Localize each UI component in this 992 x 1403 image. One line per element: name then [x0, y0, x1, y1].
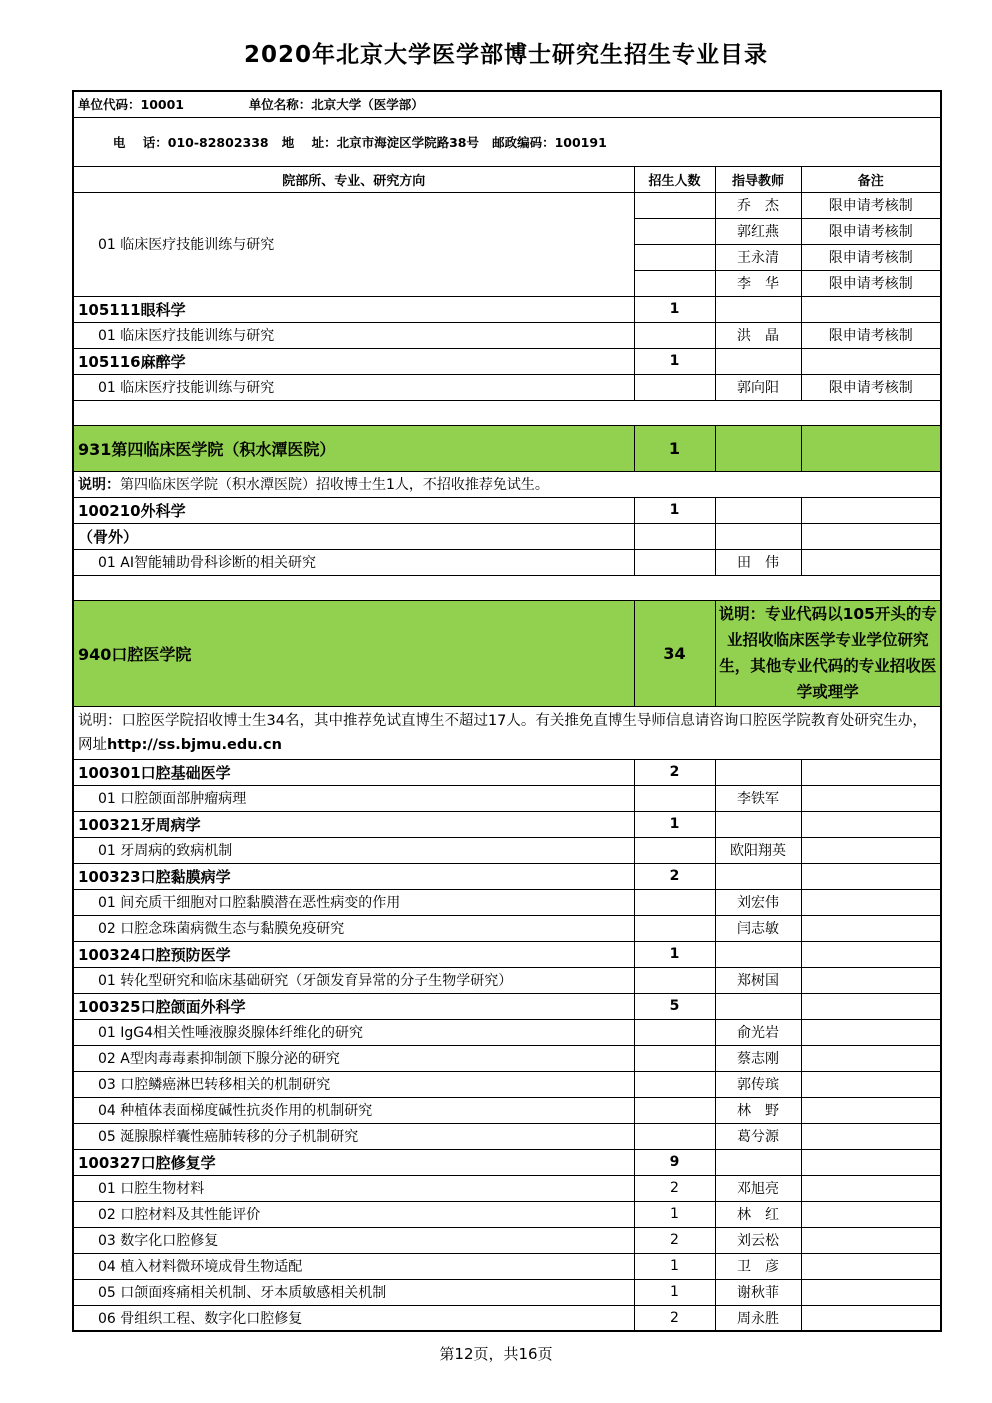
teacher-cell: 郭红燕	[715, 218, 801, 244]
teacher-cell: 林 野	[715, 1097, 801, 1123]
explain-text: 说明：口腔医学院招收博士生34名，其中推荐免试直博生不超过17人。有关推免直博生导师信息请咨询口腔医学院教育处研究生办，网址	[78, 712, 927, 753]
teacher-cell: 李 华	[715, 270, 801, 296]
teacher-cell: 乔 杰	[715, 192, 801, 218]
direction-cell: 01 牙周病的致病机制	[73, 837, 634, 863]
count-cell	[634, 1123, 715, 1149]
teacher-cell: 刘云松	[715, 1227, 801, 1253]
school-name: 940口腔医学院	[73, 600, 634, 706]
table-row	[73, 1305, 941, 1331]
count-cell	[634, 837, 715, 863]
table-row	[73, 192, 941, 218]
major-count: 1	[634, 497, 715, 523]
major-count: 1	[634, 348, 715, 374]
teacher-cell: 刘宏伟	[715, 889, 801, 915]
school-row-931	[73, 425, 941, 471]
teacher-cell: 郑树国	[715, 967, 801, 993]
table-header	[73, 166, 941, 192]
sub-major-row	[73, 523, 941, 549]
unit-row-1	[73, 91, 941, 117]
direction-cell: 06 骨组织工程、数字化口腔修复	[73, 1305, 634, 1331]
count-cell: 2	[634, 1175, 715, 1201]
count-cell	[634, 915, 715, 941]
direction-cell: 01 转化型研究和临床基础研究（牙颌发育异常的分子生物学研究）	[73, 967, 634, 993]
teacher-cell: 葛兮源	[715, 1123, 801, 1149]
major-name: 100301口腔基础医学	[73, 759, 634, 785]
teacher-cell: 邓旭亮	[715, 1175, 801, 1201]
major-name: 105116麻醉学	[73, 348, 634, 374]
major-name: 105111眼科学	[73, 296, 634, 322]
header-teacher: 指导教师	[715, 166, 801, 192]
direction-cell: 05 涎腺腺样囊性癌肺转移的分子机制研究	[73, 1123, 634, 1149]
table-row	[73, 374, 941, 400]
explain-text: 第四临床医学院（积水潭医院）招收博士生1人，不招收推荐免试生。	[120, 477, 549, 493]
note-cell: 限申请考核制	[801, 374, 941, 400]
address: 北京市海淀区学院路38号	[336, 134, 480, 150]
table-row	[73, 967, 941, 993]
major-count: 2	[634, 863, 715, 889]
note-cell: 限申请考核制	[801, 192, 941, 218]
page-footer: 第12页，共16页	[439, 1345, 553, 1363]
direction-cell: 02 口腔念珠菌病微生态与黏膜免疫研究	[73, 915, 634, 941]
major-count: 1	[634, 941, 715, 967]
spacer-row	[73, 400, 941, 425]
phone-label: 电 话：	[112, 134, 168, 150]
table-row	[73, 1201, 941, 1227]
count-cell	[634, 1071, 715, 1097]
teacher-cell: 林 红	[715, 1201, 801, 1227]
sub-major: （骨外）	[73, 523, 634, 549]
teacher-cell: 蔡志刚	[715, 1045, 801, 1071]
direction-cell: 05 口颌面疼痛相关机制、牙本质敏感相关机制	[73, 1279, 634, 1305]
enrollment-table	[72, 90, 942, 1332]
major-count: 1	[634, 811, 715, 837]
note-cell: 限申请考核制	[801, 218, 941, 244]
major-row	[73, 993, 941, 1019]
direction-cell: 01 临床医疗技能训练与研究	[73, 374, 634, 400]
header-dept: 院部所、专业、研究方向	[73, 166, 634, 192]
direction-cell: 01 临床医疗技能训练与研究	[73, 322, 634, 348]
header-note: 备注	[801, 166, 941, 192]
direction-cell: 04 种植体表面梯度碱性抗炎作用的机制研究	[73, 1097, 634, 1123]
major-name: 100323口腔黏膜病学	[73, 863, 634, 889]
major-row	[73, 296, 941, 322]
major-row	[73, 348, 941, 374]
count-cell	[634, 1045, 715, 1071]
major-name: 100321牙周病学	[73, 811, 634, 837]
teacher-cell: 郭向阳	[715, 374, 801, 400]
explain-label: 说明：	[78, 477, 120, 493]
school-website-link[interactable]: http://ss.bjmu.edu.cn	[107, 736, 282, 753]
major-name: 100210外科学	[73, 497, 634, 523]
table-row	[73, 837, 941, 863]
teacher-cell: 洪 晶	[715, 322, 801, 348]
major-name: 100324口腔预防医学	[73, 941, 634, 967]
school-row-940	[73, 600, 941, 706]
count-cell: 2	[634, 1227, 715, 1253]
direction-cell: 03 口腔鳞癌淋巴转移相关的机制研究	[73, 1071, 634, 1097]
teacher-cell: 周永胜	[715, 1305, 801, 1331]
unit-code-label: 单位代码：	[78, 97, 141, 113]
teacher-cell: 李铁军	[715, 785, 801, 811]
major-row	[73, 811, 941, 837]
teacher-cell: 谢秋菲	[715, 1279, 801, 1305]
teacher-cell: 田 伟	[715, 549, 801, 575]
direction-cell: 03 数字化口腔修复	[73, 1227, 634, 1253]
direction-cell: 01 口腔颌面部肿瘤病理	[73, 785, 634, 811]
table-row	[73, 1071, 941, 1097]
count-cell	[634, 1097, 715, 1123]
phone: 010-82802338	[167, 134, 269, 150]
table-row	[73, 785, 941, 811]
table-row	[73, 1253, 941, 1279]
count-cell: 2	[634, 1305, 715, 1331]
direction-cell: 02 口腔材料及其性能评价	[73, 1201, 634, 1227]
school-name: 931第四临床医学院（积水潭医院）	[73, 425, 634, 471]
unit-name-label: 单位名称：	[248, 97, 312, 113]
table-row	[73, 889, 941, 915]
major-count: 1	[634, 296, 715, 322]
address-label: 地 址：	[281, 134, 337, 150]
count-cell: 1	[634, 1279, 715, 1305]
table-row	[73, 1045, 941, 1071]
direction-cell: 02 A型肉毒毒素抑制颌下腺分泌的研究	[73, 1045, 634, 1071]
direction-cell: 01 间充质干细胞对口腔黏膜潜在恶性病变的作用	[73, 889, 634, 915]
note-cell: 限申请考核制	[801, 270, 941, 296]
direction-cell: 01 口腔生物材料	[73, 1175, 634, 1201]
count-cell	[634, 967, 715, 993]
major-row	[73, 863, 941, 889]
table-row	[73, 1175, 941, 1201]
major-name: 100327口腔修复学	[73, 1149, 634, 1175]
major-row	[73, 941, 941, 967]
school-count: 34	[634, 600, 715, 706]
explain-row	[73, 706, 941, 759]
school-side-note: 说明：专业代码以105开头的专业招收临床医学专业学位研究生，其他专业代码的专业招收医学或理学	[715, 600, 941, 706]
direction-cell: 01 临床医疗技能训练与研究	[73, 192, 634, 296]
major-count: 2	[634, 759, 715, 785]
note-cell: 限申请考核制	[801, 244, 941, 270]
zip: 100191	[554, 134, 607, 150]
zip-label: 邮政编码：	[492, 134, 555, 150]
major-row	[73, 759, 941, 785]
count-cell	[634, 1019, 715, 1045]
major-count: 5	[634, 993, 715, 1019]
table-row	[73, 1123, 941, 1149]
table-row	[73, 549, 941, 575]
explain-row	[73, 471, 941, 497]
direction-cell: 01 AI智能辅助骨科诊断的相关研究	[73, 549, 634, 575]
note-cell: 限申请考核制	[801, 322, 941, 348]
teacher-cell: 欧阳翔英	[715, 837, 801, 863]
table-row	[73, 322, 941, 348]
major-row	[73, 1149, 941, 1175]
count-cell: 1	[634, 1201, 715, 1227]
unit-row-2	[73, 117, 941, 166]
unit-code: 10001	[140, 97, 185, 113]
direction-cell: 01 IgG4相关性唾液腺炎腺体纤维化的研究	[73, 1019, 634, 1045]
table-row	[73, 1097, 941, 1123]
major-name: 100325口腔颌面外科学	[73, 993, 634, 1019]
count-cell	[634, 785, 715, 811]
count-cell	[634, 889, 715, 915]
page-title: 2020年北京大学医学部博士研究生招生专业目录	[243, 42, 768, 68]
unit-name: 北京大学（医学部）	[311, 97, 424, 113]
direction-cell: 04 植入材料微环境成骨生物适配	[73, 1253, 634, 1279]
table-row	[73, 915, 941, 941]
major-count: 9	[634, 1149, 715, 1175]
table-row	[73, 1227, 941, 1253]
teacher-cell: 王永清	[715, 244, 801, 270]
teacher-cell: 闫志敏	[715, 915, 801, 941]
major-row	[73, 497, 941, 523]
header-count: 招生人数	[634, 166, 715, 192]
school-count: 1	[634, 425, 715, 471]
teacher-cell: 郭传瑸	[715, 1071, 801, 1097]
table-row	[73, 1019, 941, 1045]
teacher-cell: 卫 彦	[715, 1253, 801, 1279]
count-cell: 1	[634, 1253, 715, 1279]
spacer-row	[73, 575, 941, 600]
table-row	[73, 1279, 941, 1305]
teacher-cell: 俞光岩	[715, 1019, 801, 1045]
